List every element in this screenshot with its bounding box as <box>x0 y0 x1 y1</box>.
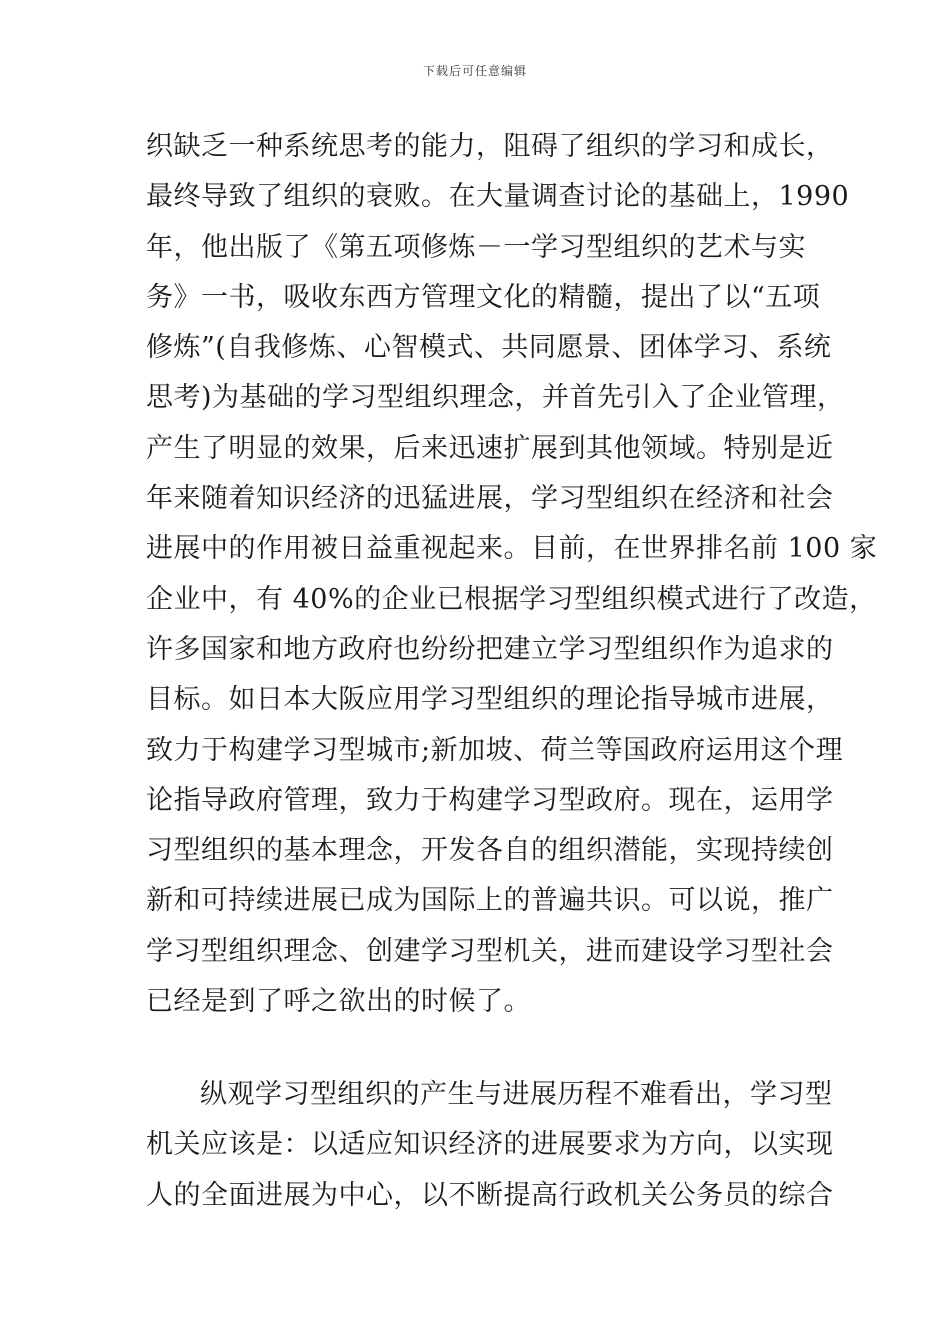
text-line: 论指导政府管理，致力于构建学习型政府。现在，运用学 <box>146 784 834 816</box>
text-line: 企业中，有 40%的企业已根据学习型组织模式进行了改造， <box>146 583 877 615</box>
text-line: 已经是到了呼之欲出的时候了。 <box>146 986 531 1018</box>
page-header: 下载后可任意编辑 <box>422 64 527 78</box>
text-line: 进展中的作用被日益重视起来。目前，在世界排名前 100 家 <box>146 533 878 565</box>
text-line: 学习型组织理念、创建学习型机关，进而建设学习型社会 <box>146 935 834 967</box>
paragraph-2 <box>146 1070 834 1221</box>
text-line: 思考)为基础的学习型组织理念，并首先引入了企业管理， <box>146 382 845 414</box>
text-line: 年来随着知识经济的迅猛进展，学习型组织在经济和社会 <box>146 483 834 515</box>
text-line: 机关应该是：以适应知识经济的进展要求为方向，以实现 <box>146 1129 834 1161</box>
text-line: 织缺乏一种系统思考的能力，阻碍了组织的学习和成长， <box>146 131 834 162</box>
text-line: 最终导致了组织的衰败。在大量调查讨论的基础上，1990 <box>146 181 850 213</box>
text-line: 目标。如日本大阪应用学习型组织的理论指导城市进展， <box>146 684 834 716</box>
text-line: 习型组织的基本理念，开发各自的组织潜能，实现持续创 <box>146 835 834 867</box>
text-line: 人的全面进展为中心，以不断提高行政机关公务员的综合 <box>146 1179 834 1211</box>
text-line: 许多国家和地方政府也纷纷把建立学习型组织作为追求的 <box>146 633 834 665</box>
paragraph-1 <box>146 122 878 1027</box>
text-line-indented: 纵观学习型组织的产生与进展历程不难看出，学习型 <box>200 1079 833 1110</box>
text-line: 修炼”(自我修炼、心智模式、共同愿景、团体学习、系统 <box>146 332 832 364</box>
text-line: 致力于构建学习型城市;新加坡、荷兰等国政府运用这个理 <box>146 734 844 766</box>
text-line: 产生了明显的效果，后来迅速扩展到其他领域。特别是近 <box>146 432 834 464</box>
text-line: 务》一书，吸收东西方管理文化的精髓，提出了以“五项 <box>146 281 821 313</box>
text-line: 新和可持续进展已成为国际上的普遍共识。可以说，推广 <box>146 885 834 917</box>
text-line: 年，他出版了《第五项修炼－一学习型组织的艺术与实 <box>146 231 806 263</box>
